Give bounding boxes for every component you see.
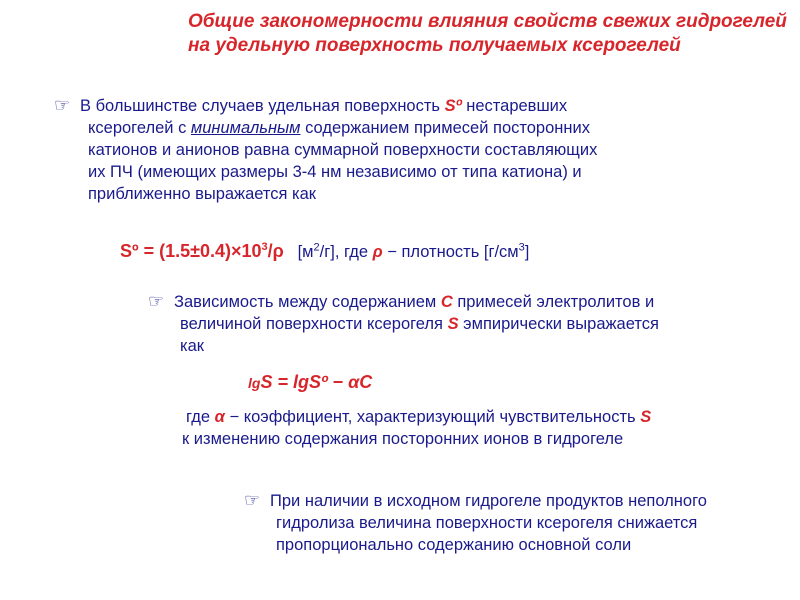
paragraph-1-line-4: их ПЧ (имеющих размеры 3-4 нм независимо от типа катиона) и xyxy=(88,163,582,181)
paragraph-4-line-3: пропорционально содержанию основной соли xyxy=(276,536,632,554)
paragraph-4-line-2: гидролиза величина поверхности ксерогеля снижается xyxy=(276,514,698,532)
paragraph-4-line-1: ☞ При наличии в исходном гидрогеле продуктов неполного xyxy=(244,490,707,510)
paragraph-2-line-2: величиной поверхности ксерогеля S эмпирически выражается xyxy=(180,315,659,333)
paragraph-4 xyxy=(244,489,707,556)
paragraph-3 xyxy=(182,406,651,450)
paragraph-1-line-2: ксерогелей с минимальным содержанием примесей посторонних xyxy=(88,119,590,137)
paragraph-2-line-1: ☞ Зависимость между содержанием C примесей электролитов и xyxy=(148,291,655,311)
title-line-2: на удельную поверхность получаемых ксерогелей xyxy=(188,35,681,56)
paragraph-2 xyxy=(148,290,659,357)
paragraph-2-line-3: как xyxy=(180,337,204,355)
paragraph-1 xyxy=(54,94,597,205)
title-line-1: Общие закономерности влияния свойств свежих гидрогелей xyxy=(188,11,787,32)
paragraph-3-line-1: где α − коэффициент, характеризующий чувствительность S xyxy=(186,408,652,426)
pointing-hand-icon: ☞ xyxy=(244,490,261,510)
pointing-hand-icon: ☞ xyxy=(148,291,165,311)
slide-title xyxy=(188,10,787,58)
paragraph-1-line-1: ☞ В большинстве случаев удельная поверхность Sº нестаревших xyxy=(54,95,568,115)
formula-surface-area: Sº = $(1.5\pm 0.4)\times 10^3/\rho$ $[м^2/г]$, где ρ − плотность $[г/см^3]$ xyxy=(120,241,530,261)
paragraph-1-line-3: катионов и анионов равна суммарной поверхности составляющих xyxy=(88,141,598,159)
formula-lg-s: lgS = lgSº − αC xyxy=(248,372,373,392)
paragraph-1-line-5: приближенно выражается как xyxy=(88,185,317,203)
pointing-hand-icon: ☞ xyxy=(54,95,71,115)
paragraph-3-line-2: к изменению содержания посторонних ионов в гидрогеле xyxy=(182,430,624,448)
